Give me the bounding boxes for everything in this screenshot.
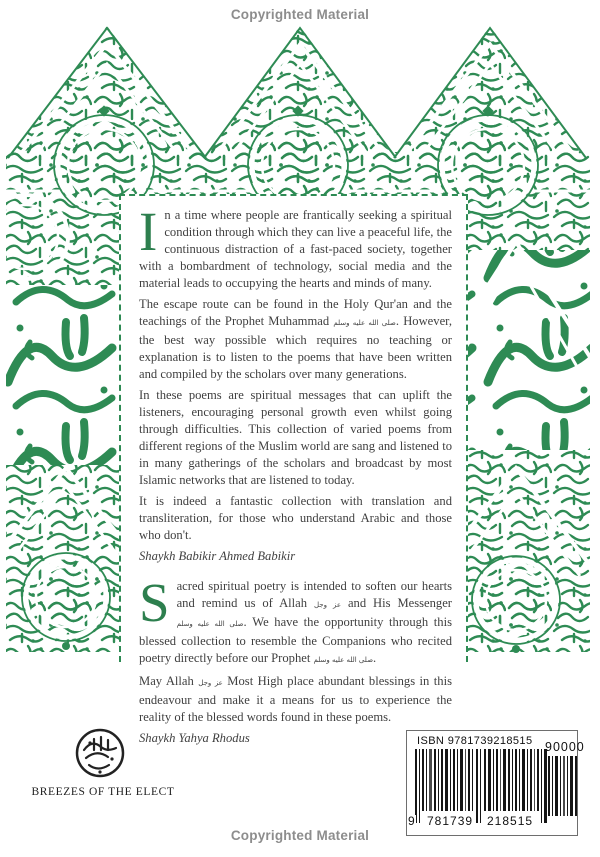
signature-babikir: Shaykh Babikir Ahmed Babikir xyxy=(139,549,296,563)
blurb-paragraph-3: In these poems are spiritual messages that can uplift the listeners, encouraging personal growth even whilst going through difficulties. This collection of varied poems from different regions of the Muslim world are sang and listened to in many gatherings of the scholars and broadcast by most Islamic networks that are listened to today. xyxy=(139,388,452,487)
blurb-paragraph-5-text: acred spiritual poetry is intended to soften our hearts and remind us of Allah عز وجل and His Messenger صلى الله عليه وسلم. We have the opportunity through this blessed collection to resemble the Companions who recited poetry directly before our Prophet صلى الله عليه وسلم. xyxy=(139,579,453,665)
copyright-watermark-bottom: Copyrighted Material xyxy=(230,828,370,843)
publisher-name: BREEZES OF THE ELECT xyxy=(31,786,175,798)
barcode-digit-group2: 218515 xyxy=(484,815,536,828)
barcode-digit-group1: 781739 xyxy=(424,815,476,828)
blurb-paragraph-4: It is indeed a fantastic collection with translation and transliteration, for those who understand Arabic and those who don't. xyxy=(139,494,452,542)
barcode-main xyxy=(415,749,549,823)
blurb-paragraph-5 xyxy=(139,572,453,669)
copyright-watermark-top: Copyrighted Material xyxy=(230,7,370,22)
publisher-seal-icon xyxy=(74,726,126,782)
barcode-panel xyxy=(406,730,585,836)
blurb-paragraph-1 xyxy=(139,201,452,292)
blurb-paragraph-6: May Allah عز وجل Most High place abundant blessings in this endeavour and make it a means for us to experience the reality of the blessed words found in these poems. xyxy=(139,674,452,724)
signature-rhodus: Shaykh Yahya Rhodus xyxy=(139,731,250,745)
barcode-supplement xyxy=(548,756,578,816)
blurb-panel xyxy=(119,194,468,745)
barcode-supplement-number: 90000 xyxy=(545,740,585,754)
isbn-label: ISBN 9781739218515 xyxy=(417,735,533,747)
barcode-digit-left: 9 xyxy=(408,814,416,828)
blurb-paragraph-2: The escape route can be found in the Holy Qur'an and the teachings of the Prophet Muhammad صلى الله عليه وسلم. However, the best way possible which requires no teaching or explanation is to listen to the poems that have been written and compiled by the scholars over many generations. xyxy=(139,297,452,381)
blurb-paragraph-1-text: n a time where people are frantically seeking a spiritual condition through which they can live a peaceful life, the continuous distraction of a fast-paced society, together with a bombardment of technology, social media and the material leads to occupying the hearts and minds of many. xyxy=(139,208,452,290)
dropcap-i: I xyxy=(139,201,158,262)
dropcap-s: S xyxy=(139,572,170,633)
